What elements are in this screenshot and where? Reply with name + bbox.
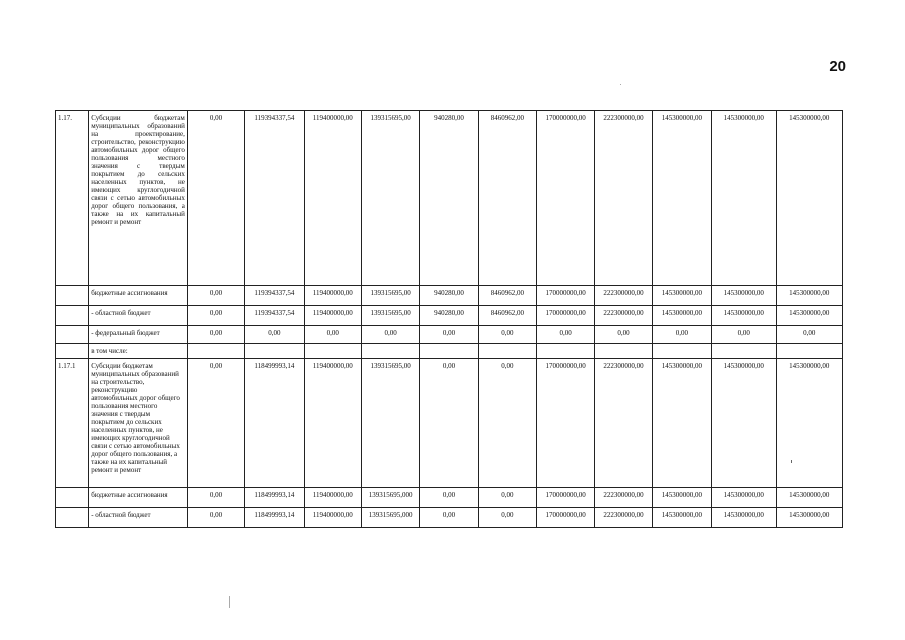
value-cell: 118499993,14 — [245, 488, 304, 508]
value-cell: 0,00 — [712, 326, 776, 344]
value-cell: 0,00 — [361, 326, 419, 344]
value-cell: 119400000,00 — [304, 286, 361, 306]
value-cell: 119394337,54 — [245, 306, 304, 326]
value-cell: 118499993,14 — [245, 508, 304, 528]
row-description: бюджетные ассигнования — [89, 286, 188, 306]
value-cell: 0,00 — [478, 508, 536, 528]
value-cell: 145300000,00 — [776, 488, 843, 508]
value-cell: 0,00 — [420, 326, 478, 344]
value-cell: 145300000,00 — [776, 508, 843, 528]
value-cell: 222300000,00 — [595, 286, 652, 306]
value-cell: 145300000,00 — [652, 306, 711, 326]
value-cell: 145300000,00 — [776, 306, 843, 326]
value-cell: 170000000,00 — [537, 306, 595, 326]
value-cell: 139315695,00 — [361, 286, 419, 306]
scan-artifact — [229, 596, 230, 608]
row-1-17-1-regional — [56, 508, 843, 528]
value-cell: 145300000,00 — [712, 508, 776, 528]
value-cell: 119394337,54 — [245, 111, 304, 286]
value-cell: 222300000,00 — [595, 488, 652, 508]
row-1-17-budget — [56, 286, 843, 306]
scan-artifact — [620, 84, 621, 85]
scan-artifact — [791, 460, 792, 463]
value-cell: 0,00 — [420, 508, 478, 528]
value-cell: 0,00 — [304, 326, 361, 344]
row-1-17-1-budget — [56, 488, 843, 508]
value-cell: 0,00 — [187, 326, 244, 344]
value-cell: 0,00 — [420, 359, 478, 488]
value-cell: 119400000,00 — [304, 359, 361, 488]
row-code — [56, 326, 89, 344]
value-cell: 145300000,00 — [712, 111, 776, 286]
value-cell: 145300000,00 — [652, 508, 711, 528]
value-cell — [776, 344, 843, 359]
row-1-17 — [56, 111, 843, 286]
value-cell: 170000000,00 — [537, 508, 595, 528]
value-cell: 145300000,00 — [712, 306, 776, 326]
value-cell: 139315695,00 — [361, 306, 419, 326]
value-cell: 145300000,00 — [776, 111, 843, 286]
value-cell: 145300000,00 — [652, 286, 711, 306]
value-cell: 119400000,00 — [304, 111, 361, 286]
value-cell: 170000000,00 — [537, 488, 595, 508]
value-cell: 0,00 — [478, 326, 536, 344]
row-description: бюджетные ассигнования — [89, 488, 188, 508]
row-code — [56, 286, 89, 306]
value-cell — [304, 344, 361, 359]
value-cell: 145300000,00 — [776, 286, 843, 306]
value-cell — [478, 344, 536, 359]
value-cell: 119400000,00 — [304, 508, 361, 528]
row-code — [56, 488, 89, 508]
budget-table — [55, 110, 843, 528]
value-cell: 0,00 — [245, 326, 304, 344]
value-cell — [712, 344, 776, 359]
value-cell — [595, 344, 652, 359]
value-cell: 145300000,00 — [712, 488, 776, 508]
row-description: - областной бюджет — [89, 508, 188, 528]
value-cell: 119400000,00 — [304, 488, 361, 508]
row-description: Субсидии бюджетам муниципальных образований на проектирование, строительство, реконструкцию автомобильных дорог общего пользования местного значения с твердым покрытием до сельских населенных пунктов, не имеющих круглогодичной связи с сетью автомобильных дорог общего пользования, а также на их капитальный ремонт и ремонт — [89, 111, 188, 286]
row-description: Субсидии бюджетам муниципальных образований на строительство, реконструкцию автомобильных дорог общего пользования местного значения с твердым покрытием до сельских населенных пунктов, не имеющих круглогодичной связи с сетью автомобильных дорог общего пользования, а также на их капитальный ремонт и ремонт — [89, 359, 188, 488]
value-cell: 0,00 — [187, 488, 244, 508]
row-including — [56, 344, 843, 359]
value-cell: 222300000,00 — [595, 508, 652, 528]
value-cell: 940280,00 — [420, 306, 478, 326]
value-cell: 145300000,00 — [712, 286, 776, 306]
value-cell: 145300000,00 — [652, 488, 711, 508]
value-cell: 0,00 — [187, 359, 244, 488]
value-cell: 118499993,14 — [245, 359, 304, 488]
value-cell: 0,00 — [776, 326, 843, 344]
value-cell: 0,00 — [420, 488, 478, 508]
value-cell: 0,00 — [537, 326, 595, 344]
value-cell: 145300000,00 — [652, 359, 711, 488]
value-cell: 145300000,00 — [776, 359, 843, 488]
row-code: 1.17. — [56, 111, 89, 286]
row-1-17-1 — [56, 359, 843, 488]
value-cell — [361, 344, 419, 359]
row-1-17-federal — [56, 326, 843, 344]
row-description: - федеральный бюджет — [89, 326, 188, 344]
value-cell: 170000000,00 — [537, 111, 595, 286]
row-description: в том числе: — [89, 344, 188, 359]
value-cell: 119400000,00 — [304, 306, 361, 326]
value-cell: 8460962,00 — [478, 286, 536, 306]
value-cell: 940280,00 — [420, 111, 478, 286]
value-cell — [245, 344, 304, 359]
value-cell: 139315695,000 — [361, 488, 419, 508]
value-cell: 145300000,00 — [712, 359, 776, 488]
value-cell: 0,00 — [595, 326, 652, 344]
value-cell: 222300000,00 — [595, 359, 652, 488]
value-cell: 222300000,00 — [595, 306, 652, 326]
value-cell: 222300000,00 — [595, 111, 652, 286]
value-cell: 0,00 — [187, 306, 244, 326]
value-cell — [652, 344, 711, 359]
row-code — [56, 306, 89, 326]
value-cell — [187, 344, 244, 359]
value-cell: 170000000,00 — [537, 359, 595, 488]
value-cell: 0,00 — [187, 111, 244, 286]
value-cell: 0,00 — [478, 488, 536, 508]
value-cell: 0,00 — [187, 508, 244, 528]
value-cell: 170000000,00 — [537, 286, 595, 306]
value-cell — [537, 344, 595, 359]
value-cell: 139315695,00 — [361, 359, 419, 488]
row-code — [56, 344, 89, 359]
row-description: - областной бюджет — [89, 306, 188, 326]
row-code — [56, 508, 89, 528]
row-code: 1.17.1 — [56, 359, 89, 488]
value-cell: 119394337,54 — [245, 286, 304, 306]
value-cell: 139315695,000 — [361, 508, 419, 528]
row-1-17-regional — [56, 306, 843, 326]
value-cell: 0,00 — [187, 286, 244, 306]
value-cell — [420, 344, 478, 359]
value-cell: 940280,00 — [420, 286, 478, 306]
value-cell: 139315695,00 — [361, 111, 419, 286]
value-cell: 8460962,00 — [478, 306, 536, 326]
value-cell: 145300000,00 — [652, 111, 711, 286]
value-cell: 0,00 — [478, 359, 536, 488]
value-cell: 8460962,00 — [478, 111, 536, 286]
value-cell: 0,00 — [652, 326, 711, 344]
page-number: 20 — [829, 58, 846, 75]
